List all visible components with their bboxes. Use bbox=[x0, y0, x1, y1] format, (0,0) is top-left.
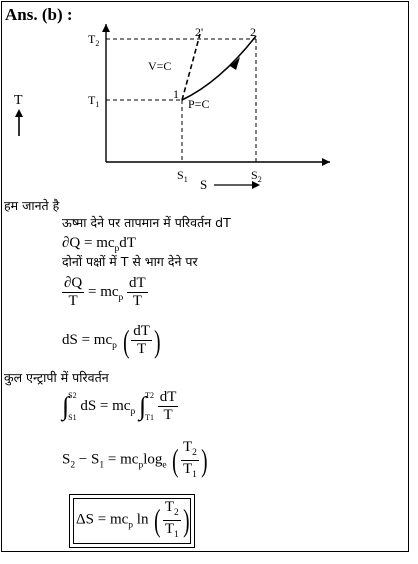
y-axis-label-arrow bbox=[13, 108, 25, 136]
t1-axis-label: $T_1$ bbox=[88, 93, 100, 109]
s1-axis-label: $S_1$ bbox=[177, 168, 188, 184]
point-1-label: 1 bbox=[173, 87, 179, 101]
s-axis-label: S bbox=[200, 177, 208, 192]
answer-label: Ans. (b) : bbox=[5, 5, 73, 24]
equation-3: dS = $mc_p$ ( $\frac{dT}{T}$ ) bbox=[62, 322, 161, 359]
s2-axis-label: $S_2$ bbox=[251, 168, 262, 184]
heat-change-text: ऊष्मा देने पर तापमान में परिवर्तन dT bbox=[62, 215, 231, 230]
y-axis-label: T bbox=[14, 93, 23, 108]
ts-diagram bbox=[60, 24, 340, 192]
divide-by-t-text: दोनों पक्षों में T से भाग देने पर bbox=[62, 254, 198, 269]
equation-4: ∫ S2 S1 dS = $mc_p$ ∫ T2 T1 $\frac{dT}{T}$ bbox=[62, 389, 177, 423]
curve-v-label: V=C bbox=[148, 59, 172, 73]
equation-1: $\partial Q = mc_pdT$ bbox=[62, 235, 136, 254]
point-2-label: 2 bbox=[250, 25, 256, 39]
t2-axis-label: $T_2$ bbox=[88, 32, 100, 48]
total-entropy-text: कुल एन्ट्रापी में परिवर्तन bbox=[4, 370, 109, 385]
final-equation: $\Delta S = mc_p$ ln ( $\frac{T_2}{T_1}$ ) bbox=[76, 499, 190, 540]
we-know-text: हम जानते है bbox=[4, 198, 60, 213]
constant-pressure-curve bbox=[182, 36, 256, 100]
x-axis-arrow bbox=[322, 158, 330, 166]
curve-p-label: P=C bbox=[188, 97, 210, 111]
y-axis-arrow bbox=[102, 24, 110, 32]
equation-2: $\frac{\partial Q}{T}$ = $mc_p$ $\frac{dT}{T}$ bbox=[64, 275, 146, 309]
constant-volume-curve bbox=[182, 34, 200, 100]
equation-5: $S_2 - S_1 = mc_p\log_e$ ( $\frac{T_2}{T_1}$ ) bbox=[62, 439, 208, 480]
point-2prime-label: 2' bbox=[195, 25, 204, 39]
